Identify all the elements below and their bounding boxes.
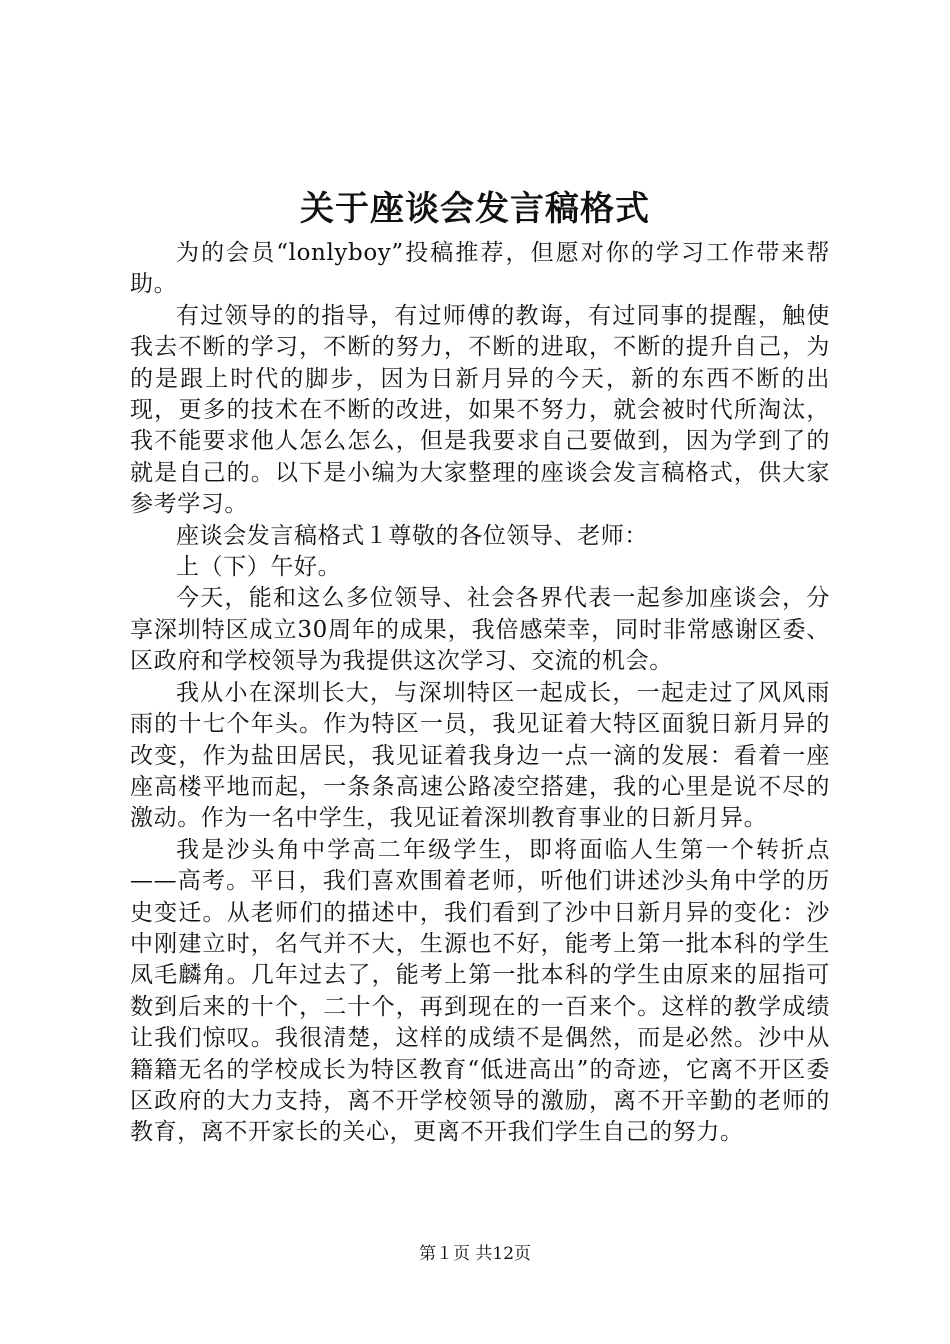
paragraph-intro: 为的会员“lonlyboy”投稿推荐，但愿对你的学习工作带来帮助。 bbox=[130, 240, 830, 298]
document-body bbox=[130, 238, 830, 1149]
paragraph-school: 我是沙头角中学高二年级学生，即将面临人生第一个转折点——高考。平日，我们喜欢围着老师，听他们讲述沙头角中学的历史变迁。从老师们的描述中，我们看到了沙中日新月异的变化：沙中刚建立时，名气并不大，生源也不好，能考上第一批本科的学生凤毛麟角。几年过去了，能考上第一批本科的学生由原来的屈指可数到后来的十个，二十个，再到现在的一百来个。这样的教学成绩让我们惊叹。我很清楚，这样的成绩不是偶然，而是必然。沙中从籍籍无名的学校成长为特区教育“低进高出”的奇迹，它离不开区委区政府的大力支持，离不开学校领导的激励，离不开辛勤的老师的教育，离不开家长的关心，更离不开我们学生自己的努力。 bbox=[130, 836, 830, 1146]
paragraph-greeting: 上（下）午好。 bbox=[176, 554, 342, 581]
page-number: 第１页 共12页 bbox=[418, 1244, 532, 1264]
paragraph-opening: 今天，能和这么多位领导、社会各界代表一起参加座谈会，分享深圳特区成立30周年的成果，我倍感荣幸，同时非常感谢区委、区政府和学校领导为我提供这次学习、交流的机会。 bbox=[130, 585, 830, 675]
paragraph-salutation: 座谈会发言稿格式１尊敬的各位领导、老师： bbox=[176, 522, 648, 549]
document-title: 关于座谈会发言稿格式 bbox=[300, 189, 650, 229]
paragraph-growth: 我从小在深圳长大，与深圳特区一起成长，一起走过了风风雨雨的十七个年头。作为特区一员，我见证着大特区面貌日新月异的改变，作为盐田居民，我见证着我身边一点一滴的发展：看着一座座高楼平地而起，一条条高速公路凌空搭建，我的心里是说不尽的激动。作为一名中学生，我见证着深圳教育事业的日新月异。 bbox=[130, 679, 830, 832]
paragraph-preface: 有过领导的的指导，有过师傅的教诲，有过同事的提醒，触使我去不断的学习，不断的努力，不断的进取，不断的提升自己，为的是跟上时代的脚步，因为日新月异的今天，新的东西不断的出现，更多的技术在不断的改进，如果不努力，就会被时代所淘汰，我不能要求他人怎么怎么，但是我要求自己要做到，因为学到了的就是自己的。以下是小编为大家整理的座谈会发言稿格式，供大家参考学习。 bbox=[130, 302, 830, 518]
